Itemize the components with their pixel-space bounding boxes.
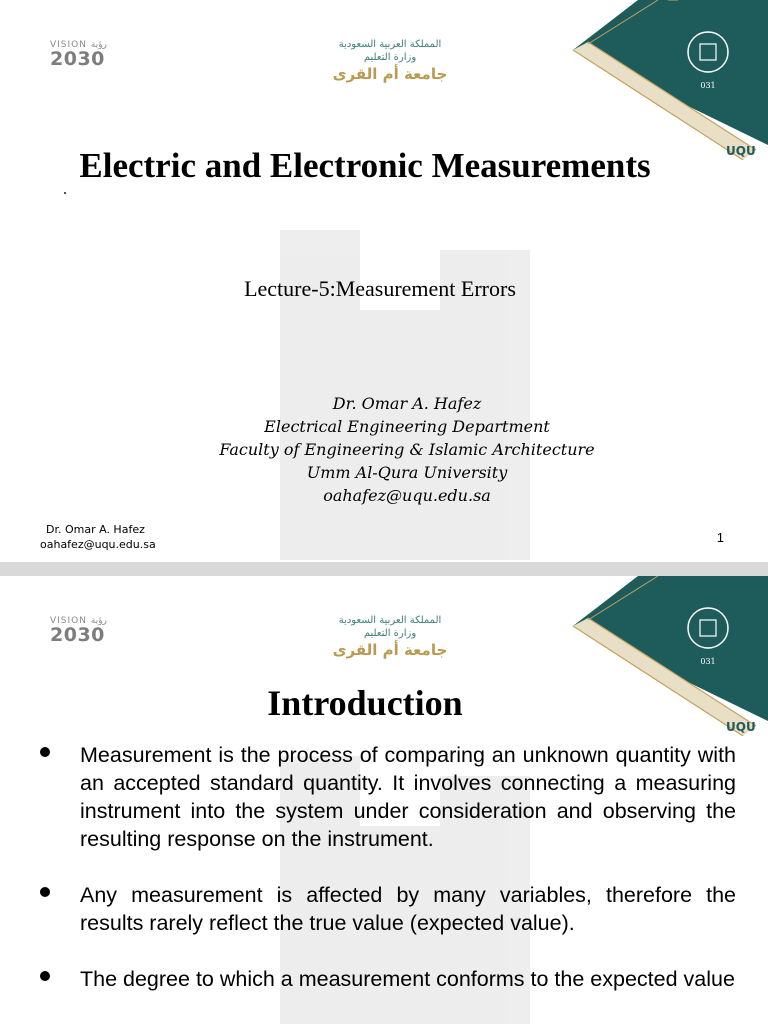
author-info	[0, 392, 768, 507]
ministry-logo: المملكة العربية السعودية وزارة التعليم جامعة أم القرى	[332, 615, 448, 659]
bullet-icon	[40, 747, 50, 757]
bullet-list	[34, 741, 736, 1021]
list-item	[34, 965, 736, 993]
bullet-icon	[40, 971, 50, 981]
slide-title: Introduction	[267, 683, 463, 723]
vision-2030-logo: VISION رؤية 2030	[50, 616, 107, 646]
vision-2030-logo: VISION رؤية 2030	[50, 40, 107, 70]
author-department: Electrical Engineering Department	[264, 417, 550, 436]
list-item	[34, 741, 736, 853]
svg-text:UQU: UQU	[726, 720, 756, 734]
slide-separator	[0, 562, 768, 576]
author-faculty: Faculty of Engineering & Islamic Architecture	[219, 440, 595, 459]
bullet-text: The degree to which a measurement conforms to the expected value	[80, 967, 735, 991]
author-name: Dr. Omar A. Hafez	[332, 394, 482, 413]
footer-email: oahafez@uqu.edu.sa	[40, 538, 156, 551]
ministry-logo: المملكة العربية السعودية وزارة التعليم جامعة أم القرى	[332, 39, 448, 83]
bullet-text: Any measurement is affected by many variables, therefore the results rarely reflect the true value (expected value).	[80, 883, 736, 935]
slide-footer	[40, 522, 156, 552]
author-university: Umm Al-Qura University	[306, 463, 508, 482]
slide-title: Electric and Electronic Measurements	[79, 146, 651, 185]
author-email: oahafez@uqu.edu.sa	[323, 486, 491, 505]
list-item	[34, 881, 736, 937]
uqu-corner-decoration	[568, 0, 768, 160]
footer-name: Dr. Omar A. Hafez	[46, 523, 145, 536]
svg-text:031: 031	[700, 657, 716, 666]
svg-text:031: 031	[700, 81, 716, 90]
building-watermark	[250, 220, 550, 560]
bullet-icon	[40, 887, 50, 897]
svg-text:UQU: UQU	[726, 144, 756, 158]
stray-dot	[64, 192, 66, 194]
bullet-text: Measurement is the process of comparing an unknown quantity with an accepted standard quantity. It involves connecting a measuring instrument into the system under consideration and observing the resulting response on the instrument.	[80, 743, 736, 851]
page-number: 1	[716, 530, 724, 545]
lecture-subtitle: Lecture-5:Measurement Errors	[244, 276, 516, 301]
slide-2	[0, 576, 768, 1024]
